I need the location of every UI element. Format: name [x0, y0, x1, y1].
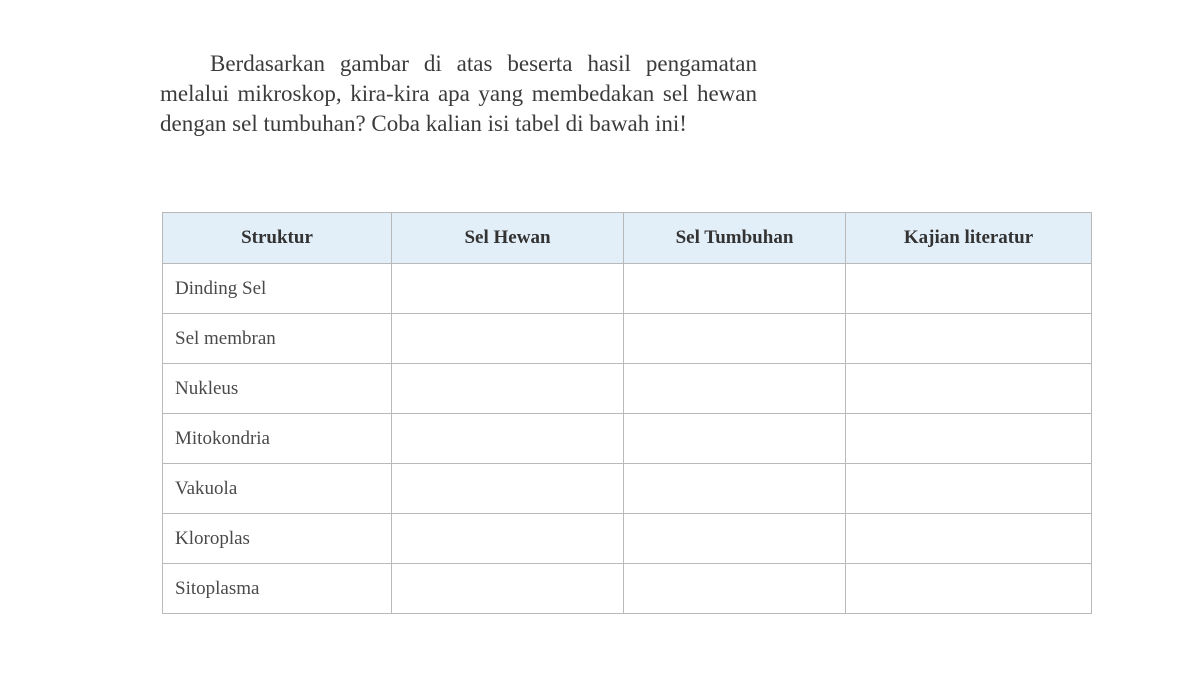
literature-entry[interactable]	[846, 414, 1092, 464]
literature-entry[interactable]	[846, 464, 1092, 514]
structure-label: Kloroplas	[163, 514, 392, 564]
literature-entry[interactable]	[846, 364, 1092, 414]
structure-label: Sitoplasma	[163, 564, 392, 614]
literature-entry[interactable]	[846, 514, 1092, 564]
plant-cell-entry[interactable]	[624, 364, 846, 414]
plant-cell-entry[interactable]	[624, 314, 846, 364]
structure-label: Dinding Sel	[163, 264, 392, 314]
structure-label: Sel membran	[163, 314, 392, 364]
structure-label: Vakuola	[163, 464, 392, 514]
structure-label: Nukleus	[163, 364, 392, 414]
table-row	[163, 414, 1092, 464]
plant-cell-entry[interactable]	[624, 264, 846, 314]
header-literature: Kajian literatur	[846, 213, 1092, 264]
animal-cell-entry[interactable]	[392, 264, 624, 314]
table-row	[163, 314, 1092, 364]
literature-entry[interactable]	[846, 564, 1092, 614]
table-row	[163, 514, 1092, 564]
table-header-row	[163, 213, 1092, 264]
animal-cell-entry[interactable]	[392, 314, 624, 364]
header-plant-cell: Sel Tumbuhan	[624, 213, 846, 264]
plant-cell-entry[interactable]	[624, 414, 846, 464]
cell-comparison-table	[162, 212, 1092, 614]
table-row	[163, 364, 1092, 414]
table-row	[163, 564, 1092, 614]
animal-cell-entry[interactable]	[392, 464, 624, 514]
table-row	[163, 264, 1092, 314]
header-structure: Struktur	[163, 213, 392, 264]
animal-cell-entry[interactable]	[392, 364, 624, 414]
plant-cell-entry[interactable]	[624, 514, 846, 564]
animal-cell-entry[interactable]	[392, 514, 624, 564]
animal-cell-entry[interactable]	[392, 414, 624, 464]
animal-cell-entry[interactable]	[392, 564, 624, 614]
plant-cell-entry[interactable]	[624, 464, 846, 514]
header-animal-cell: Sel Hewan	[392, 213, 624, 264]
literature-entry[interactable]	[846, 264, 1092, 314]
instruction-paragraph: Berdasarkan gambar di atas beserta hasil pengamatan melalui mikroskop, kira-kira apa yang membedakan sel hewan dengan sel tumbuhan? Coba kalian isi tabel di bawah ini!	[160, 51, 757, 136]
table-row	[163, 464, 1092, 514]
plant-cell-entry[interactable]	[624, 564, 846, 614]
structure-label: Mitokondria	[163, 414, 392, 464]
literature-entry[interactable]	[846, 314, 1092, 364]
